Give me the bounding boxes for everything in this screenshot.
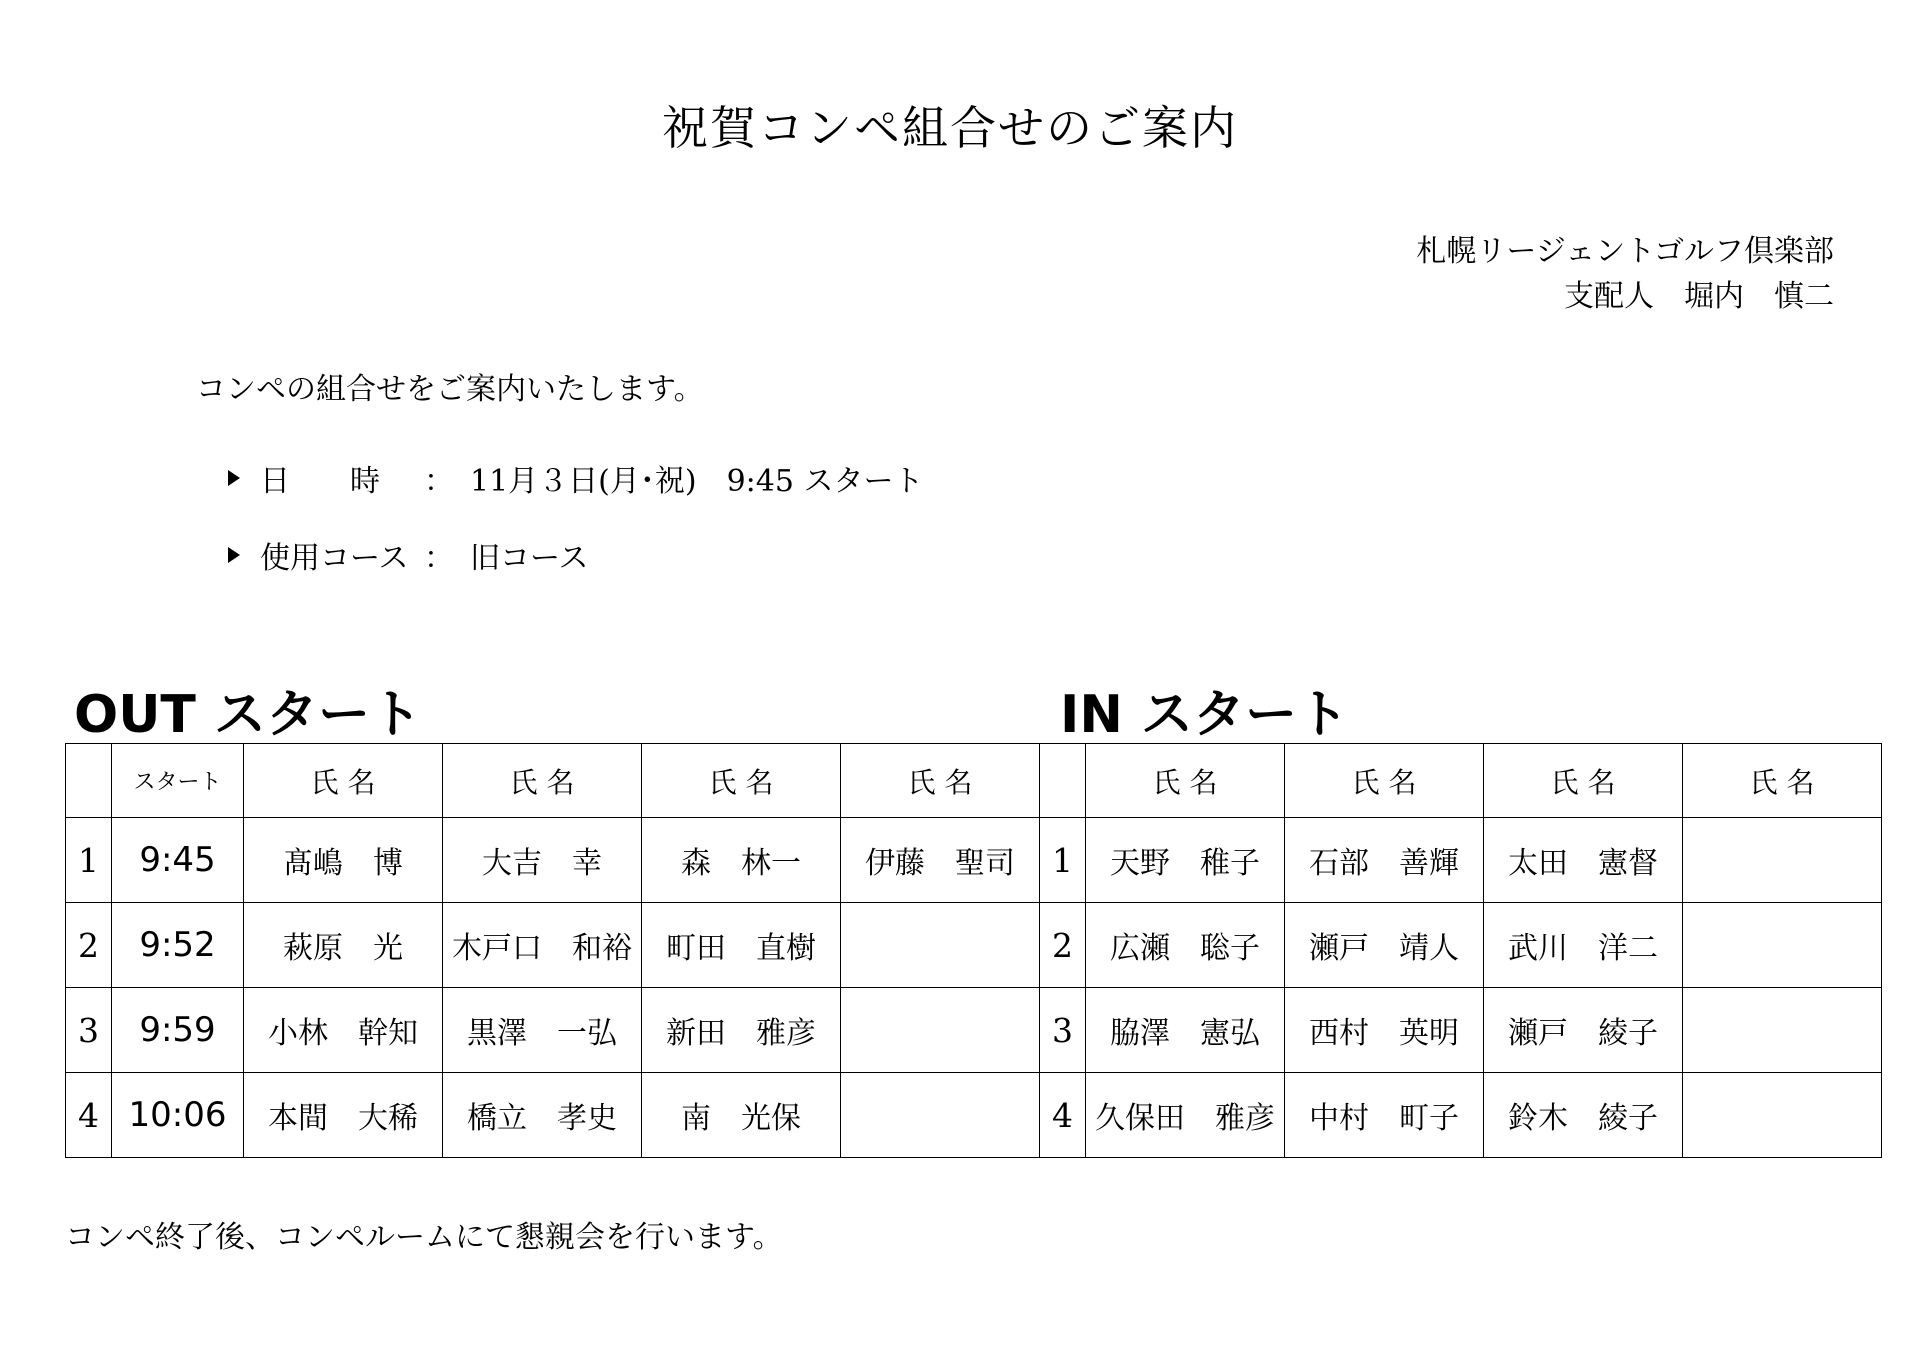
header-name: 氏 名 xyxy=(1086,744,1285,818)
start-time: 9:52 xyxy=(112,903,244,988)
player-name xyxy=(1683,903,1882,988)
out-group-number: 4 xyxy=(66,1073,112,1158)
player-name xyxy=(1683,988,1882,1073)
player-name: 天野 稚子 xyxy=(1086,818,1285,903)
info-course-label: 使用コース xyxy=(260,541,409,576)
footer-note: コンペ終了後、コンペルームにて懇親会を行います。 xyxy=(65,1220,783,1255)
start-time: 9:59 xyxy=(112,988,244,1073)
player-name: 森 林一 xyxy=(642,818,841,903)
bullet-triangle-icon xyxy=(228,547,240,563)
info-date-row xyxy=(228,456,924,500)
player-name xyxy=(841,988,1040,1073)
out-start-heading: OUT スタート xyxy=(74,685,423,745)
out-group-number: 3 xyxy=(66,988,112,1073)
player-name: 鈴木 綾子 xyxy=(1484,1073,1683,1158)
header-name: 氏 名 xyxy=(1285,744,1484,818)
header-blank-cell xyxy=(1040,744,1086,818)
out-group-number: 2 xyxy=(66,903,112,988)
in-group-number: 2 xyxy=(1040,903,1086,988)
player-name xyxy=(1683,818,1882,903)
in-group-number: 3 xyxy=(1040,988,1086,1073)
table-row xyxy=(66,818,1882,903)
header-name: 氏 名 xyxy=(841,744,1040,818)
player-name: 橋立 孝史 xyxy=(443,1073,642,1158)
player-name: 石部 善輝 xyxy=(1285,818,1484,903)
header-name: 氏 名 xyxy=(1683,744,1882,818)
info-course-colon: ： xyxy=(424,541,454,576)
player-name: 広瀬 聡子 xyxy=(1086,903,1285,988)
intro-text: コンペの組合せをご案内いたします。 xyxy=(196,372,704,407)
player-name: 武川 洋二 xyxy=(1484,903,1683,988)
table-row xyxy=(66,1073,1882,1158)
header-name: 氏 名 xyxy=(642,744,841,818)
info-course-row xyxy=(228,533,589,577)
start-time: 10:06 xyxy=(112,1073,244,1158)
header-blank-cell xyxy=(66,744,112,818)
player-name: 瀬戸 綾子 xyxy=(1484,988,1683,1073)
player-name: 伊藤 聖司 xyxy=(841,818,1040,903)
bullet-triangle-icon xyxy=(228,470,240,486)
player-name: 髙嶋 博 xyxy=(244,818,443,903)
player-name xyxy=(1683,1073,1882,1158)
player-name: 小林 幹知 xyxy=(244,988,443,1073)
info-date-value: 11月３日(月･祝) 9:45 スタート xyxy=(470,464,924,499)
player-name: 木戸口 和裕 xyxy=(443,903,642,988)
pairing-table xyxy=(65,743,1882,1158)
table-header-row xyxy=(66,744,1882,818)
in-start-heading: IN スタート xyxy=(1060,685,1349,745)
info-course-value: 旧コース xyxy=(470,541,589,576)
out-group-number: 1 xyxy=(66,818,112,903)
player-name: 本間 大稀 xyxy=(244,1073,443,1158)
table-row xyxy=(66,903,1882,988)
page-title: 祝賀コンペ組合せのご案内 xyxy=(662,101,1238,155)
start-time: 9:45 xyxy=(112,818,244,903)
player-name: 久保田 雅彦 xyxy=(1086,1073,1285,1158)
player-name: 新田 雅彦 xyxy=(642,988,841,1073)
player-name: 脇澤 憲弘 xyxy=(1086,988,1285,1073)
header-name: 氏 名 xyxy=(244,744,443,818)
in-group-number: 1 xyxy=(1040,818,1086,903)
player-name xyxy=(841,903,1040,988)
header-name: 氏 名 xyxy=(443,744,642,818)
info-date-colon: ： xyxy=(424,464,454,499)
player-name: 瀬戸 靖人 xyxy=(1285,903,1484,988)
header-name: 氏 名 xyxy=(1484,744,1683,818)
player-name xyxy=(841,1073,1040,1158)
organizer-name: 札幌リージェントゴルフ倶楽部 xyxy=(1416,234,1834,269)
player-name: 大吉 幸 xyxy=(443,818,642,903)
player-name: 南 光保 xyxy=(642,1073,841,1158)
player-name: 中村 町子 xyxy=(1285,1073,1484,1158)
table-row xyxy=(66,988,1882,1073)
player-name: 太田 憲督 xyxy=(1484,818,1683,903)
player-name: 西村 英明 xyxy=(1285,988,1484,1073)
organizer-person: 支配人 堀内 慎二 xyxy=(1564,279,1834,314)
in-group-number: 4 xyxy=(1040,1073,1086,1158)
info-date-label: 日 時 xyxy=(260,464,380,499)
player-name: 萩原 光 xyxy=(244,903,443,988)
player-name: 町田 直樹 xyxy=(642,903,841,988)
player-name: 黒澤 一弘 xyxy=(443,988,642,1073)
header-start: スタート xyxy=(112,744,244,818)
